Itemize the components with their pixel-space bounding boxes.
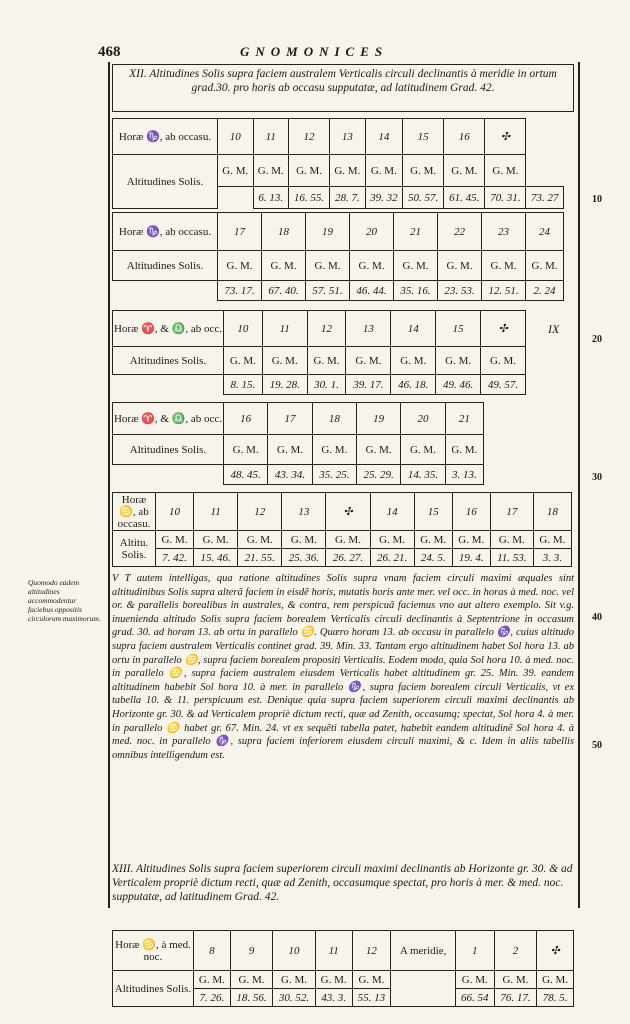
hour-cell: 16 <box>224 403 268 435</box>
units-cell: G. M. <box>346 347 391 375</box>
hour-cell: 14 <box>365 119 403 155</box>
value-cell: 35. 25. <box>312 465 356 485</box>
hours-label: Horæ ♈, & ♎, ab occ. <box>113 311 224 347</box>
units-cell: G. M. <box>253 155 289 187</box>
units-cell: G. M. <box>273 971 316 989</box>
margin-note: Quomodo eadem altitudines accommodentur faciebus oppositis circulorum maximorum. <box>28 578 101 623</box>
units-cell: G. M. <box>444 155 485 187</box>
value-cell: 6. 13. <box>253 187 289 209</box>
value-cell: 11. 53. <box>490 549 533 567</box>
units-cell: G. M. <box>401 435 445 465</box>
hour-cell: 2 <box>494 931 537 971</box>
section-13-caption: XIII. Altitudines Solis supra faciem superiorem circuli maximi declinantis ab Horizonte gr. 30. & ad Verticalem propriè dictum recti, quæ ad Zenith, occasumque spectat, pro horis à mer. & med. noc. supputatæ, ad latitudinem Grad. 42. <box>112 863 573 903</box>
running-title: GNOMONICES <box>240 44 389 59</box>
stray-numeral: IX <box>548 322 560 336</box>
value-cell: 49. 46. <box>436 375 481 395</box>
units-cell: G. M. <box>194 531 238 549</box>
altitude-table-4 <box>112 402 484 485</box>
hour-cell: 11 <box>253 119 289 155</box>
units-cell: G. M. <box>224 347 263 375</box>
units-cell: G. M. <box>282 531 326 549</box>
margin-number: 20 <box>592 334 602 345</box>
units-cell: G. M. <box>526 251 564 281</box>
value-cell: 55. 13 <box>352 989 391 1007</box>
hour-cell: 20 <box>401 403 445 435</box>
hour-cell: 24 <box>526 213 564 251</box>
value-cell: 30. 1. <box>307 375 346 395</box>
hours-label: Horæ ♈, & ♎, ab occ. <box>113 403 224 435</box>
section-12-caption: XII. Altitudines Solis supra faciem australem Verticalis circuli declinantis à meridie in ortum grad.30. pro horis ab occasu supputatæ, ad latitudinem Grad. 42. <box>112 64 574 112</box>
units-cell: G. M. <box>436 347 481 375</box>
units-cell: G. M. <box>326 531 370 549</box>
units-cell: G. M. <box>494 971 537 989</box>
hour-cell: 18 <box>533 493 571 531</box>
value-cell: 18. 56. <box>230 989 273 1007</box>
units-cell: G. M. <box>485 155 526 187</box>
hour-cell: 11 <box>262 311 307 347</box>
units-cell: G. M. <box>330 155 366 187</box>
units-cell: G. M. <box>218 155 254 187</box>
value-cell: 2. 24 <box>526 281 564 301</box>
value-cell: 16. 55. <box>289 187 330 209</box>
value-cell: 39. 17. <box>346 375 391 395</box>
value-cell: 23. 53. <box>438 281 482 301</box>
margin-number: 10 <box>592 194 602 205</box>
units-cell: G. M. <box>537 971 574 989</box>
altitude-label: Altitudines Solis. <box>113 347 224 375</box>
value-cell: 3. 13. <box>445 465 483 485</box>
hour-cell: 14 <box>370 493 414 531</box>
value-cell: 76. 17. <box>494 989 537 1007</box>
value-cell: 7. 26. <box>194 989 231 1007</box>
units-cell: G. M. <box>490 531 533 549</box>
hour-cell: 9 <box>230 931 273 971</box>
hour-cell: 10 <box>273 931 316 971</box>
value-cell: 48. 45. <box>224 465 268 485</box>
hour-cell: 23 <box>482 213 526 251</box>
value-cell: 26. 21. <box>370 549 414 567</box>
hour-cell: 17 <box>268 403 312 435</box>
value-cell: 46. 18. <box>391 375 436 395</box>
altitude-label: Altitu. Solis. <box>113 531 156 567</box>
units-cell: G. M. <box>403 155 444 187</box>
units-cell: G. M. <box>312 435 356 465</box>
units-cell: G. M. <box>350 251 394 281</box>
altitude-label: Altitudines Solis. <box>113 251 218 281</box>
value-cell: 25. 29. <box>356 465 400 485</box>
units-cell: G. M. <box>394 251 438 281</box>
units-cell: G. M. <box>482 251 526 281</box>
explanatory-paragraph: V T autem intelligas, qua ratione altitudines Solis supra vnam faciem circuli maximi æquales sint altitudinibus Solis supra alterã faciem in eisdẽ horis, mutatis horis ante mer. vel occ. in horas à med. noc. vel or. & parallelis borealibus in australes, & contra, rem perspicuã faciemus vno aut altero exemplo. Sit v.g. inuenienda altitudo Solis supra faciem borealem Verticalis circuli declinantis à Septentrione in occasum grad. 30. ad horam 13. ab ortu in parallelo ♋. Quæro horam 13. ab occasu in parallelo ♑, cuius altitudo supra faciem australem Verticalis continet grad. 39. Min. 33. Tantam ergo altitudinem habet Sol hora 13. ab ortu in parallelo ♋, supra faciem borealem propositi Verticalis. Eodem modo, quia Sol hora 10. à med. noc. in parallelo ♋, supra faciem australem eiusdem Verticalis habet altitudinem gr. 25. Min. 39. eandem altitudinem habebit Sol hora 10. à mer. in parallelo ♑, supra faciem borealem circuli Verticalis, vt ex tabella 10. & 11. perspicuum est. Denique quia supra faciem superiorem circuli maximi declinantis ab Horizonte gr. 30. & ad Verticalem propriè dictum recti, quæ ad Zenith, occasumq; spectat, Sol hora 4. à mer. in parallelo ♋ habet gr. 67. Min. 24. vt ex sequẽti tabella patet, habebit eandem altitudinẽ Sol hora 4. à med. noc. in parallelo ♑, supra faciem inferiorem eiusdem circuli maximi, & c. Idem in aliis tabellis omnibus intelligendum est. <box>112 573 574 761</box>
value-cell: 39. 32 <box>365 187 403 209</box>
units-cell: G. M. <box>481 347 526 375</box>
value-cell: 19. 28. <box>262 375 307 395</box>
hour-cell: 12 <box>238 493 282 531</box>
value-cell: 14. 35. <box>401 465 445 485</box>
value-cell: 50. 57. <box>403 187 444 209</box>
hour-cell: 10 <box>218 119 254 155</box>
value-cell: 43. 3. <box>315 989 352 1007</box>
margin-number: 50 <box>592 740 602 751</box>
value-cell: 35. 16. <box>394 281 438 301</box>
altitude-table-3 <box>112 310 526 395</box>
value-cell: 7. 42. <box>156 549 194 567</box>
hour-cell: ✣ <box>481 311 526 347</box>
value-cell: 67. 40. <box>262 281 306 301</box>
blank-cell <box>391 971 456 1007</box>
margin-number: 40 <box>592 612 602 623</box>
units-cell: G. M. <box>356 435 400 465</box>
hour-cell: 15 <box>436 311 481 347</box>
units-cell: G. M. <box>391 347 436 375</box>
hour-cell: 17 <box>218 213 262 251</box>
altitude-table-5 <box>112 492 572 567</box>
units-cell: G. M. <box>156 531 194 549</box>
units-cell: G. M. <box>365 155 403 187</box>
hour-cell: 21 <box>394 213 438 251</box>
value-cell: 19. 4. <box>452 549 490 567</box>
value-cell: 73. 17. <box>218 281 262 301</box>
page-number: 468 <box>98 44 121 60</box>
hours-label: Horæ ♑, ab occasu. <box>113 213 218 251</box>
value-cell: 70. 31. <box>485 187 526 209</box>
value-cell: 46. 44. <box>350 281 394 301</box>
value-cell: 3. 3. <box>533 549 571 567</box>
hour-cell: 18 <box>262 213 306 251</box>
hour-cell: ✣ <box>485 119 526 155</box>
hour-cell: 13 <box>330 119 366 155</box>
hour-cell: 14 <box>391 311 436 347</box>
units-cell: G. M. <box>230 971 273 989</box>
altitude-table-1 <box>112 118 564 209</box>
value-cell: 26. 27. <box>326 549 370 567</box>
hour-cell: 10 <box>224 311 263 347</box>
value-cell: 43. 34. <box>268 465 312 485</box>
altitude-label: Altitudines Solis. <box>113 435 224 465</box>
value-cell: 49. 57. <box>481 375 526 395</box>
value-cell: 73. 27 <box>526 187 564 209</box>
units-cell: G. M. <box>289 155 330 187</box>
value-cell: 21. 55. <box>238 549 282 567</box>
value-cell: 30. 52. <box>273 989 316 1007</box>
value-cell: 15. 46. <box>194 549 238 567</box>
hour-cell: 12 <box>352 931 391 971</box>
altitude-table-2 <box>112 212 564 301</box>
units-cell: G. M. <box>452 531 490 549</box>
hours-label: Horæ ♋, ab occasu. <box>113 493 156 531</box>
hour-cell: 13 <box>282 493 326 531</box>
hour-cell: 19 <box>356 403 400 435</box>
hour-cell: 13 <box>346 311 391 347</box>
hour-cell: 11 <box>315 931 352 971</box>
a-meridie-cell: A meridie, <box>391 931 456 971</box>
altitude-label: Altitudines Solis. <box>113 155 218 209</box>
hour-cell: 16 <box>452 493 490 531</box>
units-cell: G. M. <box>438 251 482 281</box>
value-cell: 24. 5. <box>414 549 452 567</box>
hour-cell: ✣ <box>537 931 574 971</box>
hours-label: Horæ ♑, ab occasu. <box>113 119 218 155</box>
hour-cell: ✣ <box>326 493 370 531</box>
hour-cell: 1 <box>455 931 494 971</box>
hour-cell: 19 <box>306 213 350 251</box>
hour-cell: 15 <box>414 493 452 531</box>
altitude-table-13 <box>112 930 574 1007</box>
units-cell: G. M. <box>262 347 307 375</box>
hour-cell: 18 <box>312 403 356 435</box>
units-cell: G. M. <box>262 251 306 281</box>
hour-cell: 16 <box>444 119 485 155</box>
hour-cell: 8 <box>194 931 231 971</box>
units-cell: G. M. <box>533 531 571 549</box>
units-cell: G. M. <box>268 435 312 465</box>
hour-cell: 21 <box>445 403 483 435</box>
value-cell: 66. 54 <box>455 989 494 1007</box>
hour-cell: 15 <box>403 119 444 155</box>
value-cell: 78. 5. <box>537 989 574 1007</box>
units-cell: G. M. <box>194 971 231 989</box>
units-cell: G. M. <box>352 971 391 989</box>
hour-cell: 11 <box>194 493 238 531</box>
units-cell: G. M. <box>224 435 268 465</box>
units-cell: G. M. <box>307 347 346 375</box>
units-cell: G. M. <box>455 971 494 989</box>
units-cell: G. M. <box>306 251 350 281</box>
altitude-label: Altitudines Solis. <box>113 971 194 1007</box>
units-cell: G. M. <box>238 531 282 549</box>
hour-cell: 12 <box>289 119 330 155</box>
units-cell: G. M. <box>315 971 352 989</box>
value-cell: 57. 51. <box>306 281 350 301</box>
units-cell: G. M. <box>445 435 483 465</box>
hours-label: Horæ ♋, à med. noc. <box>113 931 194 971</box>
value-cell: 8. 15. <box>224 375 263 395</box>
units-cell: G. M. <box>218 251 262 281</box>
value-cell: 12. 51. <box>482 281 526 301</box>
hour-cell: 17 <box>490 493 533 531</box>
hour-cell: 20 <box>350 213 394 251</box>
units-cell: G. M. <box>370 531 414 549</box>
value-cell: 28. 7. <box>330 187 366 209</box>
margin-number: 30 <box>592 472 602 483</box>
value-cell: 25. 36. <box>282 549 326 567</box>
units-cell: G. M. <box>414 531 452 549</box>
hour-cell: 10 <box>156 493 194 531</box>
hour-cell: 12 <box>307 311 346 347</box>
value-cell: 61. 45. <box>444 187 485 209</box>
hour-cell: 22 <box>438 213 482 251</box>
